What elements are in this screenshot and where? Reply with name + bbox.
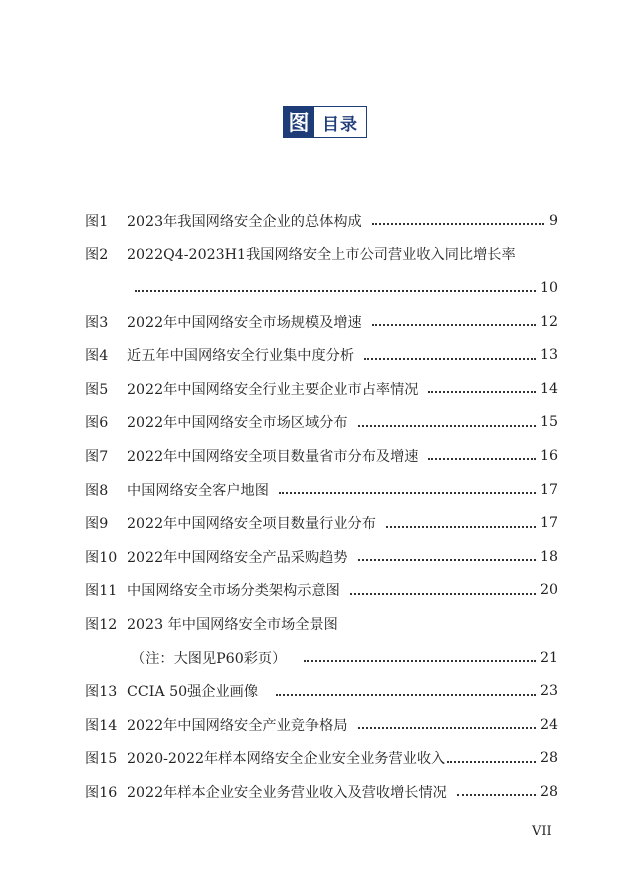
entry-title: 2022年中国网络安全市场区域分布 [127,415,348,432]
entry-page: 15 [539,414,558,431]
dot-leader [428,457,535,460]
toc-entry[interactable] [85,574,558,608]
header-title: 目录 [322,114,358,135]
entry-title: 中国网络安全客户地图 [127,482,269,499]
entry-number: 图13 [85,684,118,701]
toc-entry[interactable] [85,338,558,372]
dot-leader [135,289,536,292]
toc-entry[interactable] [85,742,558,776]
dot-leader [372,323,536,326]
entry-number: 图3 [85,314,109,331]
entry-title: 近五年中国网络安全行业集中度分析 [127,348,355,365]
dot-leader [304,659,536,662]
toc-list [85,204,558,809]
entry-number: 图4 [85,348,109,365]
entry-title: 2022年中国网络安全产业竞争格局 [127,717,348,734]
toc-entry[interactable] [85,473,558,507]
toc-entry[interactable] [85,506,558,540]
entry-page: 16 [539,447,558,464]
dot-leader [358,558,536,561]
toc-entry-note[interactable] [85,641,558,675]
entry-number: 图12 [85,616,118,633]
entry-number: 图10 [85,549,118,566]
entry-page: 21 [539,649,558,666]
entry-number: 图14 [85,717,118,734]
entry-number: 图5 [85,381,109,398]
entry-title: CCIA 50强企业画像 [127,684,259,701]
dot-leader [276,693,536,696]
toc-entry[interactable] [85,406,558,440]
entry-title: 2022Q4-2023H1我国网络安全上市公司营业收入同比增长率 [127,247,516,264]
entry-number: 图8 [85,482,109,499]
entry-page: 9 [548,212,558,229]
toc-entry-continuation[interactable] [85,271,558,305]
entry-title: 2022年中国网络安全项目数量省市分布及增速 [127,448,419,465]
entry-page: 23 [539,683,558,700]
toc-entry[interactable] [85,305,558,339]
entry-title: 2020-2022年样本网络安全企业安全业务营业收入 [127,751,446,768]
entry-page: 24 [539,716,558,733]
dot-leader [386,525,536,528]
entry-title: 2022年中国网络安全行业主要企业市占率情况 [127,381,419,398]
toc-entry[interactable] [85,775,558,809]
entry-page: 18 [539,548,558,565]
entry-title: 2022年中国网络安全产品采购趋势 [127,549,348,566]
dot-leader [358,424,536,427]
entry-title: 2022年样本企业安全业务营业收入及营收增长情况 [127,784,447,801]
entry-title: 2023年我国网络安全企业的总体构成 [127,213,362,230]
entry-page: 20 [539,582,558,599]
toc-entry[interactable] [85,607,558,641]
dot-leader [457,793,536,796]
entry-title: 2022年中国网络安全项目数量行业分布 [127,516,376,533]
toc-entry[interactable] [85,204,558,238]
dot-leader [279,491,536,494]
entry-page: 28 [539,783,558,800]
entry-page: 13 [539,347,558,364]
entry-number: 图11 [85,583,118,600]
dot-leader [358,726,536,729]
entry-number: 图9 [85,516,109,533]
entry-page: 14 [539,380,558,397]
dot-leader [447,760,536,763]
toc-entry[interactable] [85,540,558,574]
dot-leader [428,390,535,393]
entry-number: 图16 [85,784,118,801]
entry-number: 图1 [85,213,109,230]
entry-page: 10 [539,279,558,296]
toc-entry[interactable] [85,708,558,742]
dot-leader [350,592,536,595]
entry-number: 图2 [85,247,109,264]
dot-leader [372,222,544,225]
entry-page: 17 [539,481,558,498]
entry-title: 2023 年中国网络安全市场全景图 [127,616,338,633]
header-icon-box: 图 [284,107,314,137]
entry-page: 17 [539,515,558,532]
entry-note: （注：大图见P60彩页） [131,650,287,667]
entry-number: 图6 [85,415,109,432]
entry-number: 图7 [85,448,109,465]
toc-entry[interactable] [85,674,558,708]
toc-header [283,106,367,138]
toc-entry[interactable] [85,238,558,272]
entry-page: 12 [539,313,558,330]
entry-title: 2022年中国网络安全市场规模及增速 [127,314,362,331]
entry-page: 28 [539,750,558,767]
entry-number: 图15 [85,751,118,768]
entry-title: 中国网络安全市场分类架构示意图 [127,583,340,600]
toc-entry[interactable] [85,372,558,406]
page-number: VII [532,824,552,839]
dot-leader [364,357,536,360]
toc-entry[interactable] [85,439,558,473]
